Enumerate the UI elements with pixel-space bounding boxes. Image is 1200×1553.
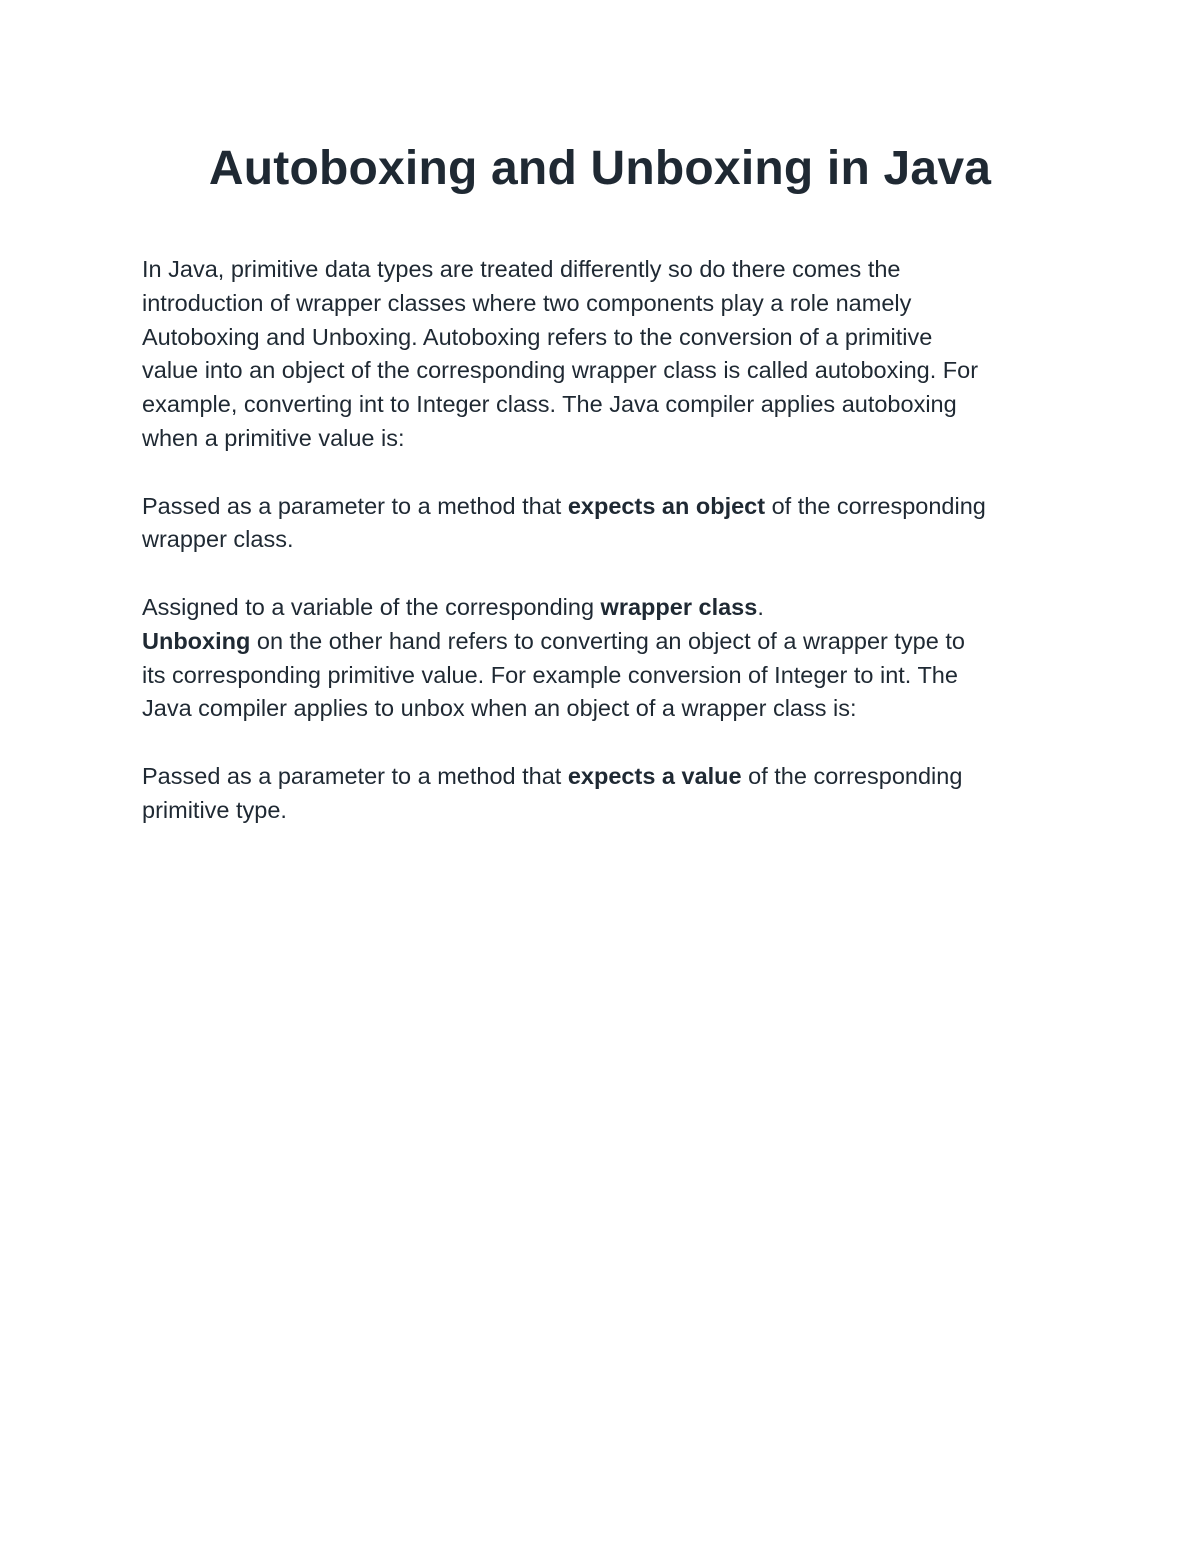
text-segment: of the corresponding — [741, 762, 963, 789]
paragraph-line: introduction of wrapper classes where two components play a role namely — [142, 289, 912, 316]
unboxing-definition-line — [142, 625, 1072, 659]
document-body — [142, 253, 1072, 828]
paragraph-gap — [142, 557, 1072, 591]
autobox-case-assign-line — [142, 591, 1072, 625]
paragraph-line: example, converting int to Integer class. The Java compiler applies autoboxing — [142, 391, 957, 418]
paragraph-line: wrapper class. — [142, 526, 294, 553]
text-segment: Passed as a parameter to a method that — [142, 492, 568, 519]
text-segment: Assigned to a variable of the corresponding — [142, 593, 601, 620]
autobox-case-parameter-line — [142, 490, 1072, 524]
paragraph-gap — [142, 726, 1072, 760]
paragraph-gap — [142, 456, 1072, 490]
text-segment: of the corresponding — [765, 492, 986, 519]
paragraph-line: Autoboxing and Unboxing. Autoboxing refers to the conversion of a primitive — [142, 323, 933, 350]
text-segment: Passed as a parameter to a method that — [142, 762, 568, 789]
text-segment: on the other hand refers to converting an object of a wrapper type to — [250, 627, 965, 654]
document-title: Autoboxing and Unboxing in Java — [208, 142, 992, 195]
text-segment: . — [757, 593, 764, 620]
bold-phrase: wrapper class — [600, 593, 758, 620]
paragraph-line: Java compiler applies to unbox when an object of a wrapper class is: — [142, 695, 857, 722]
paragraph-line: when a primitive value is: — [142, 424, 405, 451]
paragraph-line: In Java, primitive data types are treated differently so do there comes the — [142, 256, 901, 282]
bold-phrase: expects a value — [567, 762, 742, 789]
paragraph-line: value into an object of the corresponding wrapper class is called autoboxing. For — [142, 357, 979, 384]
bold-phrase: expects an object — [567, 492, 766, 519]
bold-phrase: Unboxing — [142, 627, 251, 654]
paragraph-line: its corresponding primitive value. For example conversion of Integer to int. The — [142, 661, 958, 688]
unbox-case-parameter-line — [142, 760, 1072, 794]
paragraph-line: primitive type. — [142, 796, 287, 823]
